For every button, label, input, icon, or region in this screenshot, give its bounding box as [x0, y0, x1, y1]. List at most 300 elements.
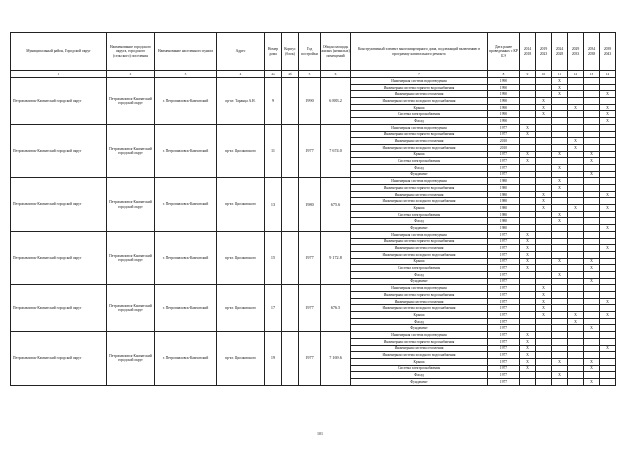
cell-previous-repair-date: 1980 — [488, 185, 520, 192]
header-total-area: Общая площадь жилых (нежилых) помещений — [321, 33, 351, 71]
cell-period-mark — [520, 78, 536, 85]
header-building: Корпус (блок) — [282, 33, 299, 71]
table-row — [11, 231, 616, 238]
cell-previous-repair-date: 1977 — [488, 285, 520, 292]
cell-structural-element: Крыша — [351, 312, 488, 319]
cell-period-mark — [568, 285, 584, 292]
cell-period-mark — [536, 372, 552, 379]
cell-period-mark: X — [568, 138, 584, 145]
cell-district: Петропавловск-Камчатский городской округ — [11, 124, 107, 178]
cell-period-mark — [584, 271, 600, 278]
cell-period-mark — [584, 78, 600, 85]
cell-period-mark: X — [552, 91, 568, 98]
cell-period-mark — [584, 185, 600, 192]
cell-period-mark — [552, 278, 568, 285]
table-row — [11, 332, 616, 339]
cell-period-mark — [520, 225, 536, 232]
cell-previous-repair-date: 1977 — [488, 378, 520, 385]
cell-period-mark — [600, 164, 616, 171]
cell-period-mark — [552, 312, 568, 319]
cell-period-mark — [568, 258, 584, 265]
cell-period-mark — [552, 191, 568, 198]
cell-period-mark — [552, 245, 568, 252]
cell-period-mark — [568, 345, 584, 352]
cell-period-mark — [536, 358, 552, 365]
cell-structural-element: Фасад — [351, 118, 488, 125]
cell-period-mark — [600, 151, 616, 158]
cell-period-mark: X — [552, 218, 568, 225]
cell-period-mark — [600, 138, 616, 145]
cell-period-mark — [584, 312, 600, 319]
column-number: 2 — [107, 71, 155, 78]
cell-period-mark — [600, 378, 616, 385]
cell-period-mark — [584, 84, 600, 91]
cell-period-mark — [584, 225, 600, 232]
cell-previous-repair-date: 1977 — [488, 265, 520, 272]
cell-settlement: Петропавловск-Камчатский городской округ — [107, 231, 155, 285]
cell-period-mark: X — [520, 231, 536, 238]
cell-structural-element: Инженерная система водоотведения — [351, 178, 488, 185]
cell-total-area: 675.6 — [321, 178, 351, 232]
cell-structural-element: Инженерная система горячего водоснабжения — [351, 292, 488, 299]
cell-period-mark: X — [536, 111, 552, 118]
cell-previous-repair-date: 1977 — [488, 245, 520, 252]
cell-period-mark: X — [552, 271, 568, 278]
cell-previous-repair-date: 1977 — [488, 131, 520, 138]
cell-period-mark: X — [600, 111, 616, 118]
cell-period-mark: X — [568, 104, 584, 111]
cell-period-mark — [584, 138, 600, 145]
cell-period-mark: X — [536, 104, 552, 111]
cell-build-year: 1990 — [299, 78, 321, 125]
cell-period-mark — [568, 171, 584, 178]
column-number: 11 — [552, 71, 568, 78]
cell-period-mark: X — [584, 265, 600, 272]
cell-period-mark: X — [568, 318, 584, 325]
cell-period-mark — [584, 164, 600, 171]
cell-period-mark — [536, 185, 552, 192]
cell-period-mark: X — [536, 285, 552, 292]
cell-period-mark — [568, 238, 584, 245]
cell-previous-repair-date: 1977 — [488, 292, 520, 299]
cell-house-number: 15 — [265, 231, 282, 285]
cell-period-mark — [600, 332, 616, 339]
cell-period-mark: X — [536, 298, 552, 305]
cell-period-mark — [520, 298, 536, 305]
cell-period-mark — [584, 91, 600, 98]
cell-period-mark — [600, 238, 616, 245]
cell-period-mark — [568, 84, 584, 91]
cell-period-mark — [552, 238, 568, 245]
cell-period-mark — [536, 171, 552, 178]
cell-period-mark: X — [584, 171, 600, 178]
cell-period-mark — [568, 338, 584, 345]
cell-previous-repair-date: 1977 — [488, 171, 520, 178]
cell-building — [282, 178, 299, 232]
cell-period-mark: X — [552, 78, 568, 85]
header-period-2029-2033: 2029 2033 — [568, 33, 584, 71]
cell-structural-element: Крыша — [351, 104, 488, 111]
cell-structural-element: Фундамент — [351, 225, 488, 232]
cell-period-mark — [600, 211, 616, 218]
cell-period-mark: X — [600, 191, 616, 198]
cell-period-mark — [584, 131, 600, 138]
column-number: 4б — [282, 71, 299, 78]
cell-period-mark — [600, 318, 616, 325]
cell-building — [282, 124, 299, 178]
cell-period-mark: X — [584, 278, 600, 285]
cell-period-mark — [584, 338, 600, 345]
cell-period-mark — [520, 118, 536, 125]
cell-period-mark — [536, 84, 552, 91]
cell-period-mark: X — [536, 205, 552, 212]
header-period-2019-2023: 2019 2023 — [536, 33, 552, 71]
cell-structural-element: Инженерная система водоотведения — [351, 124, 488, 131]
cell-structural-element: Фасад — [351, 218, 488, 225]
cell-period-mark — [600, 231, 616, 238]
cell-period-mark — [536, 131, 552, 138]
cell-period-mark — [568, 218, 584, 225]
cell-build-year: 1977 — [299, 231, 321, 285]
page-number: 101 — [317, 431, 323, 436]
cell-period-mark — [600, 131, 616, 138]
cell-period-mark — [520, 84, 536, 91]
cell-period-mark — [600, 325, 616, 332]
cell-structural-element: Инженерная система холодного водоснабжения — [351, 198, 488, 205]
cell-period-mark: X — [552, 258, 568, 265]
cell-structural-element: Крыша — [351, 151, 488, 158]
cell-previous-repair-date: 1977 — [488, 231, 520, 238]
cell-period-mark — [584, 104, 600, 111]
cell-previous-repair-date: 1990 — [488, 91, 520, 98]
cell-period-mark — [584, 178, 600, 185]
cell-period-mark — [568, 245, 584, 252]
cell-period-mark — [536, 338, 552, 345]
cell-period-mark — [584, 191, 600, 198]
cell-period-mark — [520, 144, 536, 151]
header-district: Муниципальный район, Городской округ — [11, 33, 107, 71]
column-number: 3 — [155, 71, 217, 78]
cell-previous-repair-date: 1977 — [488, 298, 520, 305]
cell-period-mark — [536, 151, 552, 158]
cell-period-mark — [568, 325, 584, 332]
cell-period-mark — [520, 312, 536, 319]
cell-previous-repair-date: 1977 — [488, 372, 520, 379]
cell-previous-repair-date: 1980 — [488, 178, 520, 185]
cell-period-mark — [568, 292, 584, 299]
cell-structural-element: Инженерная система отопления — [351, 138, 488, 145]
cell-period-mark — [552, 205, 568, 212]
cell-period-mark — [568, 271, 584, 278]
cell-period-mark — [568, 185, 584, 192]
cell-period-mark — [568, 358, 584, 365]
table-row — [11, 178, 616, 185]
cell-period-mark — [568, 91, 584, 98]
cell-period-mark — [552, 131, 568, 138]
cell-structural-element: Инженерная система горячего водоснабжения — [351, 238, 488, 245]
table-row — [11, 124, 616, 131]
cell-period-mark — [552, 144, 568, 151]
cell-period-mark — [536, 352, 552, 359]
cell-period-mark — [536, 365, 552, 372]
cell-district: Петропавловск-Камчатский городской округ — [11, 285, 107, 332]
cell-period-mark — [536, 271, 552, 278]
cell-period-mark — [552, 352, 568, 359]
cell-period-mark — [600, 198, 616, 205]
cell-period-mark — [552, 265, 568, 272]
cell-period-mark — [600, 258, 616, 265]
cell-period-mark — [520, 138, 536, 145]
cell-period-mark: X — [536, 191, 552, 198]
cell-period-mark — [552, 332, 568, 339]
header-address: Адрес — [217, 33, 265, 71]
cell-period-mark — [552, 111, 568, 118]
cell-period-mark — [552, 231, 568, 238]
cell-period-mark — [552, 124, 568, 131]
cell-period-mark — [536, 218, 552, 225]
cell-period-mark: X — [584, 358, 600, 365]
cell-locality: г. Петропавловск-Камчатский — [155, 231, 217, 285]
cell-period-mark: X — [552, 164, 568, 171]
cell-period-mark: X — [600, 245, 616, 252]
column-number: 9 — [520, 71, 536, 78]
cell-structural-element: Инженерная система горячего водоснабжения — [351, 84, 488, 91]
cell-structural-element: Инженерная система холодного водоснабжения — [351, 352, 488, 359]
cell-period-mark — [600, 218, 616, 225]
table-row — [11, 285, 616, 292]
cell-period-mark — [600, 285, 616, 292]
cell-period-mark: X — [584, 258, 600, 265]
cell-district: Петропавловск-Камчатский городской округ — [11, 231, 107, 285]
cell-locality: г. Петропавловск-Камчатский — [155, 124, 217, 178]
cell-settlement: Петропавловск-Камчатский городской округ — [107, 178, 155, 232]
column-number: 4 — [217, 71, 265, 78]
cell-previous-repair-date: 1990 — [488, 111, 520, 118]
cell-period-mark — [584, 111, 600, 118]
cell-structural-element: Система электроснабжения — [351, 111, 488, 118]
cell-period-mark: X — [520, 131, 536, 138]
cell-period-mark: X — [584, 365, 600, 372]
cell-period-mark: X — [520, 332, 536, 339]
header-house-number: Номер дома — [265, 33, 282, 71]
cell-period-mark: X — [568, 144, 584, 151]
cell-period-mark — [584, 205, 600, 212]
cell-structural-element: Система электроснабжения — [351, 211, 488, 218]
cell-structural-element: Инженерная система холодного водоснабжения — [351, 305, 488, 312]
cell-house-number: 9 — [265, 78, 282, 125]
cell-period-mark — [568, 231, 584, 238]
cell-period-mark — [536, 158, 552, 165]
cell-previous-repair-date: 1977 — [488, 338, 520, 345]
header-period-2024-2028: 2024 2028 — [552, 33, 568, 71]
cell-period-mark: X — [600, 205, 616, 212]
cell-structural-element: Фасад — [351, 164, 488, 171]
column-number: 12 — [568, 71, 584, 78]
column-number: 8 — [488, 71, 520, 78]
cell-previous-repair-date: 1980 — [488, 218, 520, 225]
cell-structural-element: Система электроснабжения — [351, 365, 488, 372]
cell-period-mark — [568, 298, 584, 305]
cell-previous-repair-date: 1980 — [488, 205, 520, 212]
cell-period-mark — [568, 131, 584, 138]
cell-previous-repair-date: 1977 — [488, 352, 520, 359]
cell-structural-element: Инженерная система горячего водоснабжения — [351, 185, 488, 192]
cell-period-mark — [552, 325, 568, 332]
cell-period-mark: X — [552, 178, 568, 185]
cell-previous-repair-date: 1977 — [488, 278, 520, 285]
cell-period-mark: X — [552, 211, 568, 218]
cell-period-mark: X — [552, 358, 568, 365]
cell-period-mark — [552, 338, 568, 345]
cell-period-mark: X — [520, 151, 536, 158]
cell-period-mark — [536, 332, 552, 339]
cell-period-mark — [536, 211, 552, 218]
cell-period-mark: X — [600, 345, 616, 352]
cell-period-mark — [520, 218, 536, 225]
cell-structural-element: Фасад — [351, 318, 488, 325]
cell-period-mark — [536, 91, 552, 98]
cell-period-mark — [568, 305, 584, 312]
cell-period-mark — [520, 98, 536, 105]
cell-district: Петропавловск-Камчатский городской округ — [11, 178, 107, 232]
cell-period-mark — [600, 372, 616, 379]
table-row — [11, 78, 616, 85]
cell-structural-element: Инженерная система отопления — [351, 245, 488, 252]
cell-period-mark — [520, 111, 536, 118]
cell-period-mark — [536, 144, 552, 151]
cell-locality: г. Петропавловск-Камчатский — [155, 332, 217, 386]
cell-period-mark — [568, 265, 584, 272]
cell-period-mark — [568, 251, 584, 258]
cell-period-mark — [600, 98, 616, 105]
cell-structural-element: Крыша — [351, 258, 488, 265]
cell-period-mark — [536, 325, 552, 332]
cell-period-mark — [568, 118, 584, 125]
cell-previous-repair-date: 1980 — [488, 211, 520, 218]
cell-period-mark — [536, 245, 552, 252]
cell-period-mark — [584, 292, 600, 299]
cell-period-mark — [552, 292, 568, 299]
cell-previous-repair-date: 1990 — [488, 104, 520, 111]
cell-period-mark — [584, 144, 600, 151]
cell-structural-element: Инженерная система отопления — [351, 298, 488, 305]
cell-period-mark — [584, 98, 600, 105]
cell-period-mark: X — [552, 84, 568, 91]
cell-period-mark — [568, 211, 584, 218]
cell-period-mark — [536, 118, 552, 125]
cell-period-mark: X — [520, 365, 536, 372]
cell-previous-repair-date: 1977 — [488, 358, 520, 365]
cell-period-mark — [568, 378, 584, 385]
cell-period-mark — [584, 245, 600, 252]
cell-period-mark — [568, 158, 584, 165]
header-structural-element: Конструктивный элемент многоквартирного дома, подлежащий включению в программу капитального ремонта — [351, 33, 488, 71]
cell-period-mark — [520, 292, 536, 299]
cell-previous-repair-date: 1980 — [488, 225, 520, 232]
cell-previous-repair-date: 1977 — [488, 325, 520, 332]
cell-previous-repair-date: 1977 — [488, 305, 520, 312]
cell-period-mark: X — [568, 205, 584, 212]
cell-period-mark — [536, 231, 552, 238]
cell-period-mark: X — [536, 305, 552, 312]
cell-locality: г. Петропавловск-Камчатский — [155, 178, 217, 232]
cell-previous-repair-date: 2010 — [488, 144, 520, 151]
cell-period-mark — [584, 198, 600, 205]
cell-previous-repair-date: 1977 — [488, 318, 520, 325]
cell-structural-element: Инженерная система водоотведения — [351, 78, 488, 85]
cell-period-mark — [568, 278, 584, 285]
cell-structural-element: Система электроснабжения — [351, 158, 488, 165]
cell-period-mark — [568, 365, 584, 372]
header-locality: Наименование населенного пункта — [155, 33, 217, 71]
cell-period-mark — [536, 164, 552, 171]
column-number: 4а — [265, 71, 282, 78]
cell-period-mark — [536, 225, 552, 232]
cell-period-mark — [552, 298, 568, 305]
cell-period-mark — [536, 318, 552, 325]
capital-repair-table — [10, 32, 616, 386]
cell-total-area: 7 169.6 — [321, 332, 351, 386]
cell-period-mark — [584, 332, 600, 339]
cell-period-mark — [600, 251, 616, 258]
cell-structural-element: Фундамент — [351, 171, 488, 178]
cell-locality: г. Петропавловск-Камчатский — [155, 285, 217, 332]
cell-period-mark — [584, 251, 600, 258]
cell-address: пр-кт. Циолковского — [217, 231, 265, 285]
cell-period-mark — [552, 285, 568, 292]
cell-period-mark — [520, 285, 536, 292]
column-number-row — [11, 71, 616, 78]
cell-period-mark — [536, 138, 552, 145]
cell-structural-element: Инженерная система холодного водоснабжения — [351, 251, 488, 258]
cell-build-year: 1977 — [299, 332, 321, 386]
cell-structural-element: Инженерная система отопления — [351, 345, 488, 352]
cell-previous-repair-date: 1977 — [488, 164, 520, 171]
cell-building — [282, 78, 299, 125]
cell-total-area: 676.5 — [321, 285, 351, 332]
cell-period-mark — [520, 271, 536, 278]
table-header-row — [11, 33, 616, 71]
cell-house-number: 17 — [265, 285, 282, 332]
cell-period-mark — [568, 178, 584, 185]
cell-build-year: 1977 — [299, 124, 321, 178]
header-settlement: Наименование городского округа, городского (сельского) поселения — [107, 33, 155, 71]
cell-structural-element: Система электроснабжения — [351, 265, 488, 272]
cell-settlement: Петропавловск-Камчатский городской округ — [107, 285, 155, 332]
cell-period-mark — [584, 124, 600, 131]
cell-address: пр-кт. Циолковского — [217, 332, 265, 386]
cell-period-mark — [520, 198, 536, 205]
cell-period-mark — [584, 305, 600, 312]
cell-previous-repair-date: 1990 — [488, 118, 520, 125]
column-number: 5 — [299, 71, 321, 78]
cell-previous-repair-date: 2010 — [488, 138, 520, 145]
cell-period-mark — [568, 164, 584, 171]
column-number: 1 — [11, 71, 107, 78]
header-period-2034-2038: 2034 2038 — [584, 33, 600, 71]
cell-structural-element: Фасад — [351, 372, 488, 379]
cell-period-mark: X — [520, 258, 536, 265]
cell-structural-element: Инженерная система холодного водоснабжения — [351, 98, 488, 105]
cell-period-mark — [600, 365, 616, 372]
cell-period-mark — [520, 185, 536, 192]
cell-period-mark: X — [520, 245, 536, 252]
cell-period-mark — [568, 198, 584, 205]
cell-period-mark — [600, 338, 616, 345]
cell-period-mark — [520, 378, 536, 385]
cell-period-mark — [568, 151, 584, 158]
cell-period-mark — [584, 118, 600, 125]
